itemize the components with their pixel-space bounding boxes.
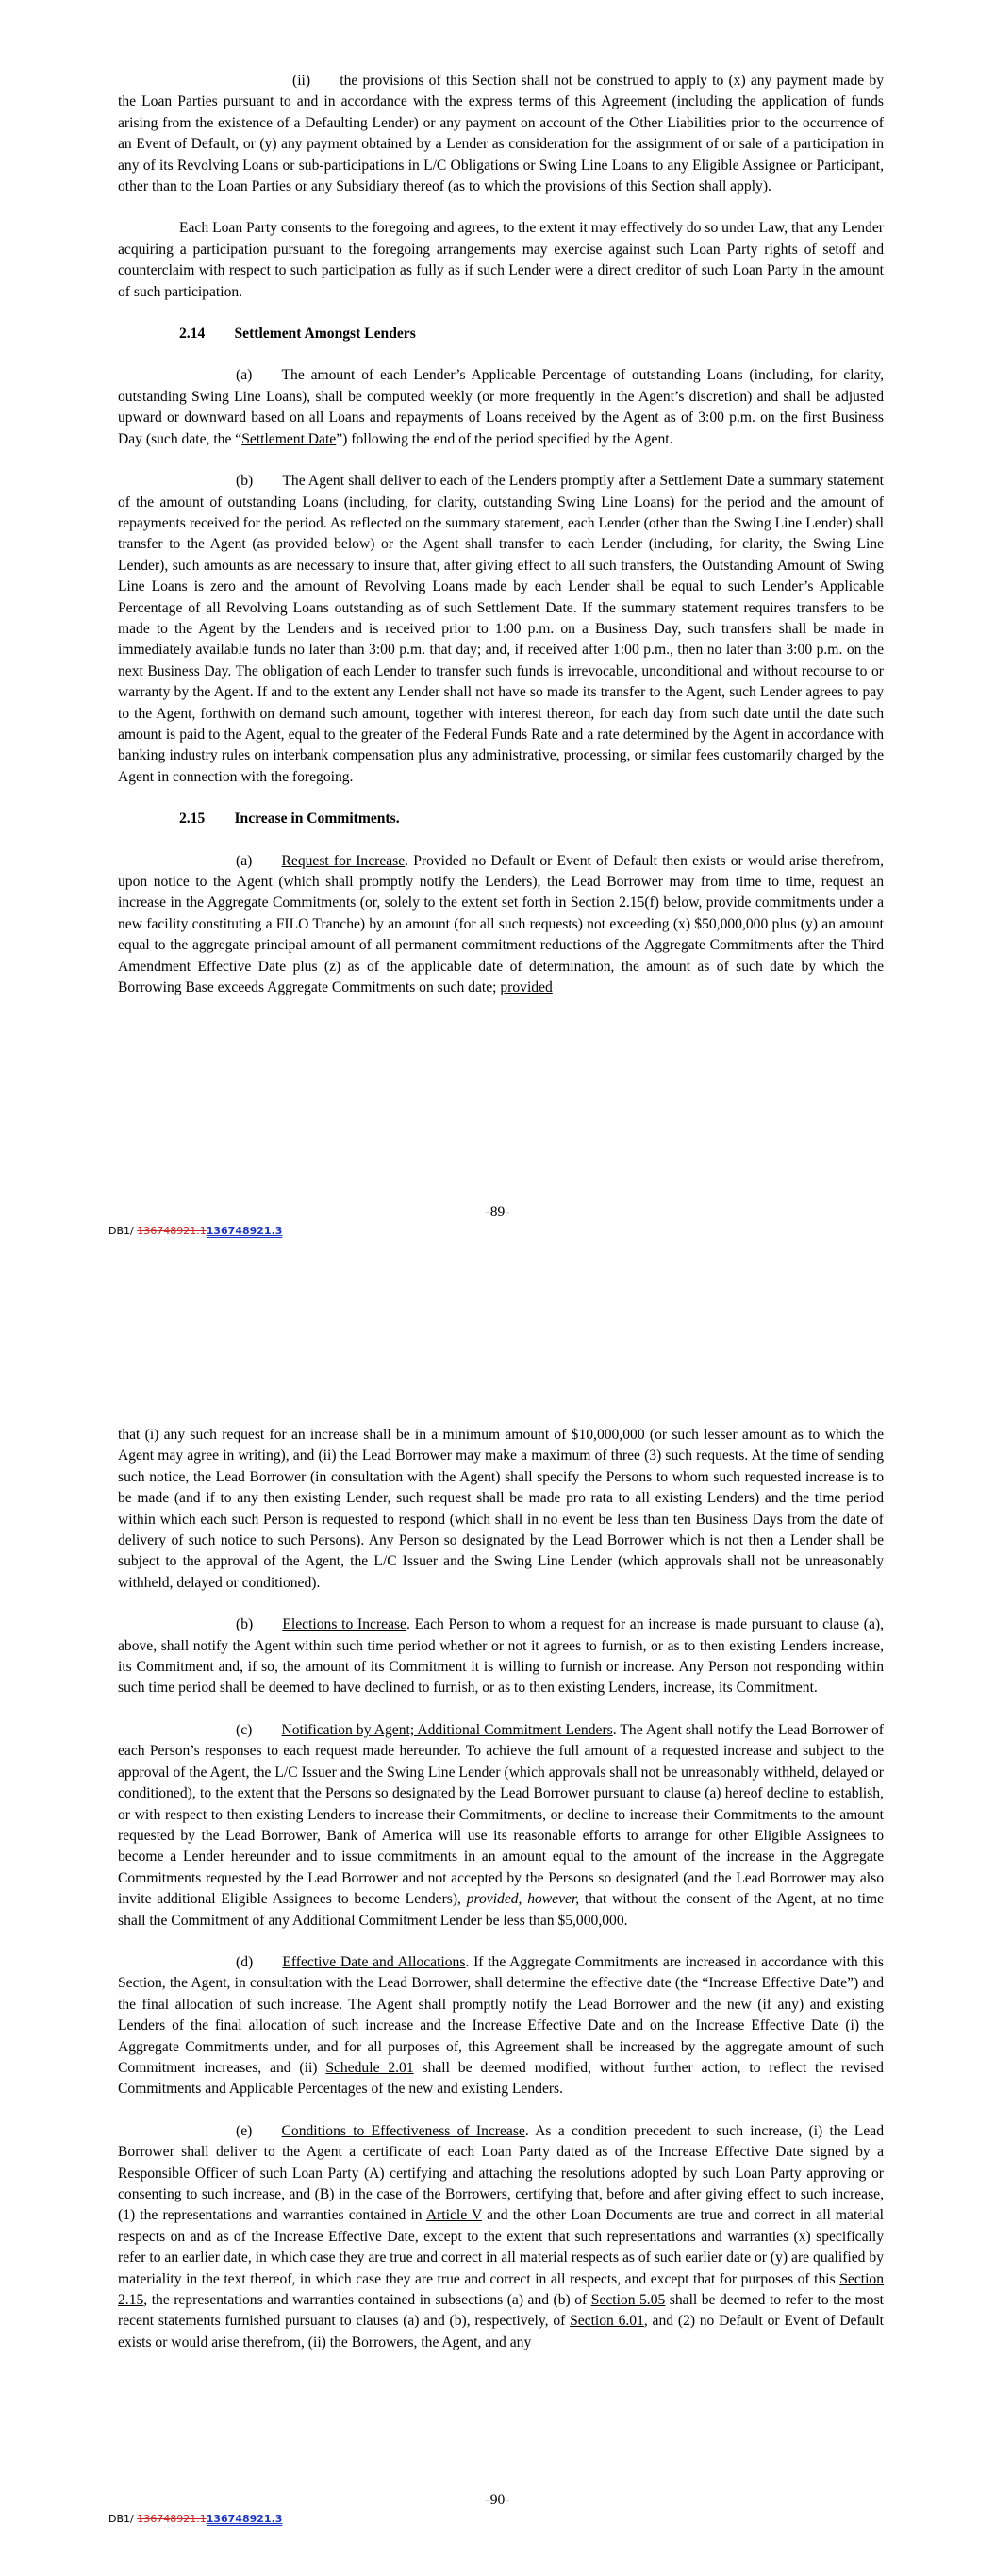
paragraph-2-14-b: (b) The Agent shall deliver to each of the Lenders promptly after a Settlement Date a summary statement of the amount of outstanding Loans (including, for clarity, outstanding Swing Line Loans) for the period and the amount of repayments received for the period. As reflected on the summary statement, each Lender (other than the Swing Line Lender) shall transfer to the Agent (as provided below) or the Agent shall transfer to each Lender (including, for clarity, the Swing Line Lender), such amounts as are necessary to insure that, after giving effect to all such transfers, the Outstanding Amount of Swing Line Loans is zero and the amount of Revolving Loans made by each Lender shall be equal to such Lender’s Applicable Percentage of all Revolving Loans outstanding as of such Settlement Date. If the summary statement requires transfers to be made to the Agent by the Lenders and is received prior to 1:00 p.m. on a Business Day, such transfers shall be made in immediately available funds no later than 3:00 p.m. that day; and, if received after 1:00 p.m., then no later than 3:00 p.m. on the next Business Day. The obligation of each Lender to transfer such funds is irrevocable, unconditional and without recourse to or warranty by the Agent. If and to the extent any Lender shall not have so made its transfer to the Agent, such Lender agrees to pay to the Agent, forthwith on demand such amount, together with interest thereon, for each day from such date until the date such amount is paid to the Agent, equal to the greater of the Federal Funds Rate and a rate determined by the Agent in accordance with banking industry rules on interbank compensation plus any administrative, processing, or similar fees customarily charged by the Agent in connection with the foregoing.	[118, 473, 884, 785]
paragraph-2-15-c: (c) Notification by Agent; Additional Commitment Lenders. The Agent shall notify the Lead Borrower of each Person’s responses to each request made hereunder. To achieve the full amount of a requested increase and subject to the approval of the Agent, the L/C Issuer and the Swing Line Lender (which approvals shall not be unreasonably withheld, delayed or conditioned), to the extent that the Persons so designated by the Lead Borrower pursuant to clause (a) hereof decline to establish, or with respect to then existing Lenders to increase their Commitments, or decline to increase their Commitments to the amount requested by the Lead Borrower, Bank of America will use its reasonable efforts to arrange for other Eligible Assignees to become a Lender hereunder and to issue commitments in an amount equal to the amount of the increase in the Aggregate Commitments requested by the Lead Borrower and not accepted by the Persons so designated (and the Lead Borrower may also invite additional Eligible Assignees to become Lenders), provided, however, that without the consent of the Agent, at no time shall the Commitment of any Additional Commitment Lender be less than $5,000,000.	[118, 1721, 884, 1929]
document-page-90	[0, 1288, 995, 2576]
page-number: -90-	[485, 2492, 510, 2508]
page-90-body	[118, 1425, 884, 2353]
paragraph-2-15-e: (e) Conditions to Effectiveness of Increase. As a condition precedent to such increase, (i) the Lead Borrower shall deliver to the Agent a certificate of each Loan Party dated as of the Increase Effective Date signed by a Responsible Officer of such Loan Party (A) certifying and attaching the resolutions adopted by such Loan Party approving or consenting to such increase, and (B) in the case of the Borrowers, certifying that, before and after giving effect to such increase, (1) the representations and warranties contained in Article V and the other Loan Documents are true and correct in all material respects on and as of the Increase Effective Date, except to the extent that such representations and warranties (x) specifically refer to an earlier date, in which case they are true and correct in all material respects as of such earlier date or (y) are qualified by materiality in the text thereof, in which case they are true and correct in all respects, and except that for purposes of this Section 2.15, the representations and warranties contained in subsections (a) and (b) of Section 5.05 shall be deemed to refer to the most recent statements furnished pursuant to clauses (a) and (b), respectively, of Section 6.01, and (2) no Default or Event of Default exists or would arise therefrom, (ii) the Borrowers, the Agent, and any	[118, 2122, 885, 2350]
paragraph-2-15-a: (a) Request for Increase. Provided no Default or Event of Default then exists or would arise therefrom, upon notice to the Agent (which shall promptly notify the Lenders), the Lead Borrower may from time to time, request an increase in the Aggregate Commitments (or, solely to the extent set forth in Section 2.15(f) below, provide commitments under a new facility constituting a FILO Tranche) by an amount (for all such requests) not exceeding (x) $50,000,000 plus (y) an amount equal to the aggregate principal amount of all permanent commitment reductions of the Aggregate Commitments after the Third Amendment Effective Date plus (z) as of the applicable date of determination, the amount as of such date by which the Borrowing Base exceeds Aggregate Commitments on such date; provided	[118, 852, 884, 996]
subheading-request-for-increase: Request for Increase	[281, 852, 406, 869]
inserted-doc-id: 136748921.3	[206, 2513, 283, 2525]
paragraph-consent: Each Loan Party consents to the foregoing and agrees, to the extent it may effectively do so under Law, that any Lender acquiring a participation pursuant to the foregoing arrangements may exercise against such Loan Party rights of setoff and counterclaim with respect to such participation as fully as if such Lender were a direct creditor of such Loan Party in the amount of such participation.	[118, 220, 884, 300]
paragraph-2-14-a: (a) The amount of each Lender’s Applicable Percentage of outstanding Loans (including, for clarity, outstanding Swing Line Loans), shall be computed weekly (or more frequently in the Agent’s discretion) and shall be adjusted upward or downward based on all Loans and repayments of Loans received by the Agent as of 3:00 p.m. on the first Business Day (such date, the “Settlement Date”) following the end of the period specified by the Agent.	[118, 367, 884, 447]
subheading-elections-to-increase: Elections to Increase	[282, 1616, 406, 1633]
document-footer-id: DB1/ 136748921.1136748921.3	[108, 2513, 283, 2525]
inserted-doc-id: 136748921.3	[206, 1225, 283, 1237]
defined-term-settlement-date: Settlement Date	[241, 430, 337, 447]
deleted-doc-id: 136748921.1	[137, 2513, 207, 2525]
subheading-conditions-to-effectiveness: Conditions to Effectiveness of Increase	[281, 2122, 525, 2139]
deleted-doc-id: 136748921.1	[137, 1225, 207, 1237]
document-footer-id: DB1/ 136748921.1136748921.3	[108, 1225, 283, 1237]
heading-section-2-15: 2.15 Increase in Commitments.	[179, 811, 400, 828]
paragraph-2-15-d: (d) Effective Date and Allocations. If the Aggregate Commitments are increased in accordance with this Section, the Agent, in consultation with the Lead Borrower, shall determine the effective date (the “Increase Effective Date”) and the final allocation of such increase. The Agent shall promptly notify the Lead Borrower and the new (if any) and existing Lenders of the final allocation of such increase and the Increase Effective Date and on the Increase Effective Date (i) the Aggregate Commitments under, and for all purposes of, this Agreement shall be increased by the aggregate amount of such Commitment increases, and (ii) Schedule 2.01 shall be deemed modified, without further action, to reflect the revised Commitments and Applicable Percentages of the new and existing Lenders.	[118, 1953, 884, 2098]
paragraph-ii: (ii) the provisions of this Section shall not be construed to apply to (x) any payment made by the Loan Parties pursuant to and in accordance with the express terms of this Agreement (including the application of funds arising from the existence of a Defaulting Lender) or any payment on account of the Other Liabilities prior to the occurrence of an Event of Default, or (y) any payment obtained by a Lender as consideration for the assignment of or sale of a participation in any of its Revolving Loans or sub-participations in L/C Obligations or Swing Line Loans to any Eligible Assignee or Participant, other than to the Loan Parties or any Subsidiary thereof (as to which the provisions of this Section shall apply).	[118, 73, 884, 195]
subheading-effective-date: Effective Date and Allocations	[282, 1953, 466, 1970]
subheading-notification-by-agent: Notification by Agent; Additional Commitment Lenders	[281, 1721, 613, 1738]
paragraph-continuation: that (i) any such request for an increase shall be in a minimum amount of $10,000,000 (or such lesser amount as to which the Agent may agree in writing), and (ii) the Lead Borrower may make a maximum of three (3) such requests. At the time of sending such notice, the Lead Borrower (in consultation with the Agent) shall specify the Persons to whom such requested increase is to be made (and if to any then existing Lender, such request shall be made pro rata to all existing Lenders) and the time period within which each such Person is requested to respond (which shall in no event be less than ten Business Days from the date of delivery of such notice to such Persons). Any Person so designated by the Lead Borrower which is not then a Lender shall be subject to the approval of the Agent, the L/C Issuer and the Swing Line Lender (which approvals shall not be unreasonably withheld, delayed or conditioned).	[118, 1427, 884, 1591]
paragraph-2-15-b: (b) Elections to Increase. Each Person to whom a request for an increase is made pursuant to clause (a), above, shall notify the Agent within such time period whether or not it agrees to furnish, or as to then existing Lenders increase, its Commitment and, if so, the amount of its Commitment it is willing to furnish or increase. Any Person not responding within such time period shall be deemed to have declined to furnish, or as to then existing Lenders, increase, its Commitment.	[118, 1616, 885, 1697]
page-number: -89-	[485, 1204, 510, 1220]
heading-section-2-14: 2.14 Settlement Amongst Lenders	[179, 326, 416, 343]
page-89-body	[118, 71, 884, 998]
